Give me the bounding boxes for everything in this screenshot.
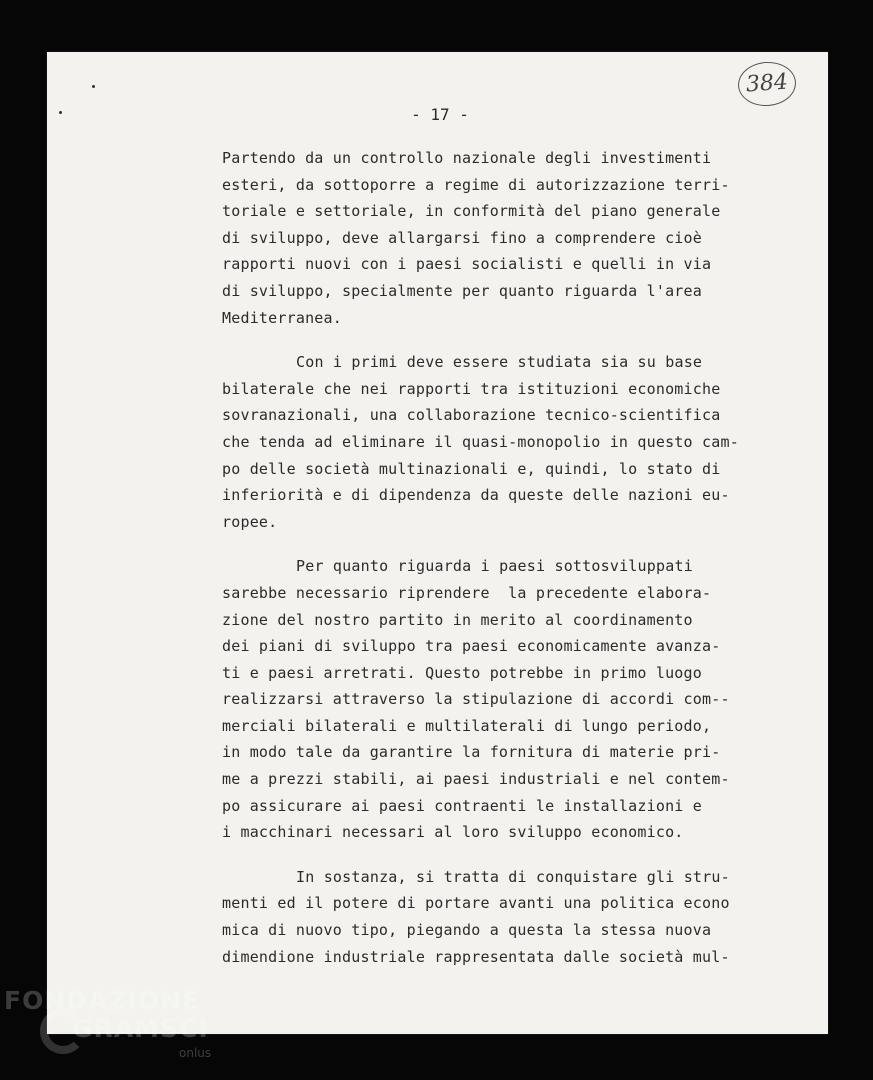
text-line: sarebbe necessario riprendere la precedente elabora- [222,583,712,602]
text-line: zione del nostro partito in merito al coordinamento [222,610,693,629]
text-line: mica di nuovo tipo, piegando a questa la stessa nuova [222,921,712,940]
paragraph [222,349,782,535]
text-line: rapporti nuovi con i paesi socialisti e quelli in via [222,255,712,274]
text-line: toriale e settoriale, in conformità del piano generale [222,202,721,221]
paragraph [222,145,782,331]
text-line: Con i primi deve essere studiata sia su base [296,353,703,372]
text-line: po delle società multinazionali e, quindi, lo stato di [222,459,721,478]
text-line: me a prezzi stabili, ai paesi industriali e nel contem- [222,770,730,789]
page-number: - 17 - [411,105,469,124]
text-line: merciali bilaterali e multilaterali di lungo periodo, [222,716,712,735]
text-line: i macchinari necessari al loro sviluppo economico. [222,823,684,842]
watermark-line1: FONDAZIONE [4,986,201,1015]
text-line: di sviluppo, deve allargarsi fino a comprendere cioè [222,228,702,247]
ink-speck [59,111,62,114]
paragraph [222,553,782,846]
fondazione-gramsci-watermark [4,986,224,1080]
text-line: po assicurare ai paesi contraenti le installazioni e [222,796,702,815]
text-line: In sostanza, si tratta di conquistare gli stru- [296,867,730,886]
paragraph [222,864,782,970]
text-line: ropee. [222,512,278,531]
text-line: Mediterranea. [222,308,342,327]
text-line: di sviluppo, specialmente per quanto riguarda l'area [222,281,702,300]
archive-number-stamp: 384 [737,60,798,108]
ink-speck [92,85,95,88]
document-body [222,145,782,988]
text-line: ti e paesi arretrati. Questo potrebbe in primo luogo [222,663,702,682]
text-line: inferiorità e di dipendenza da queste delle nazioni eu- [222,486,730,505]
text-line: esteri, da sottoporre a regime di autorizzazione terri- [222,175,730,194]
text-line: Partendo da un controllo nazionale degli investimenti [222,149,712,167]
text-line: in modo tale da garantire la fornitura di materie pri- [222,743,721,762]
text-line: dimendione industriale rappresentata dalle società mul- [222,947,730,966]
text-line: sovranazionali, una collaborazione tecnico-scientifica [222,406,721,425]
text-line: menti ed il potere di portare avanti una politica econo [222,894,730,913]
text-line: realizzarsi attraverso la stipulazione di accordi com-- [222,690,730,709]
text-line: Per quanto riguarda i paesi sottosviluppati [296,557,693,576]
text-line: bilaterale che nei rapporti tra istituzioni economiche [222,379,721,398]
watermark-line2: GRAMSCI [72,1014,209,1043]
text-line: che tenda ad eliminare il quasi-monopolio in questo cam- [222,432,739,451]
watermark-line3: onlus [179,1046,212,1060]
text-line: dei piani di sviluppo tra paesi economicamente avanza- [222,637,721,656]
